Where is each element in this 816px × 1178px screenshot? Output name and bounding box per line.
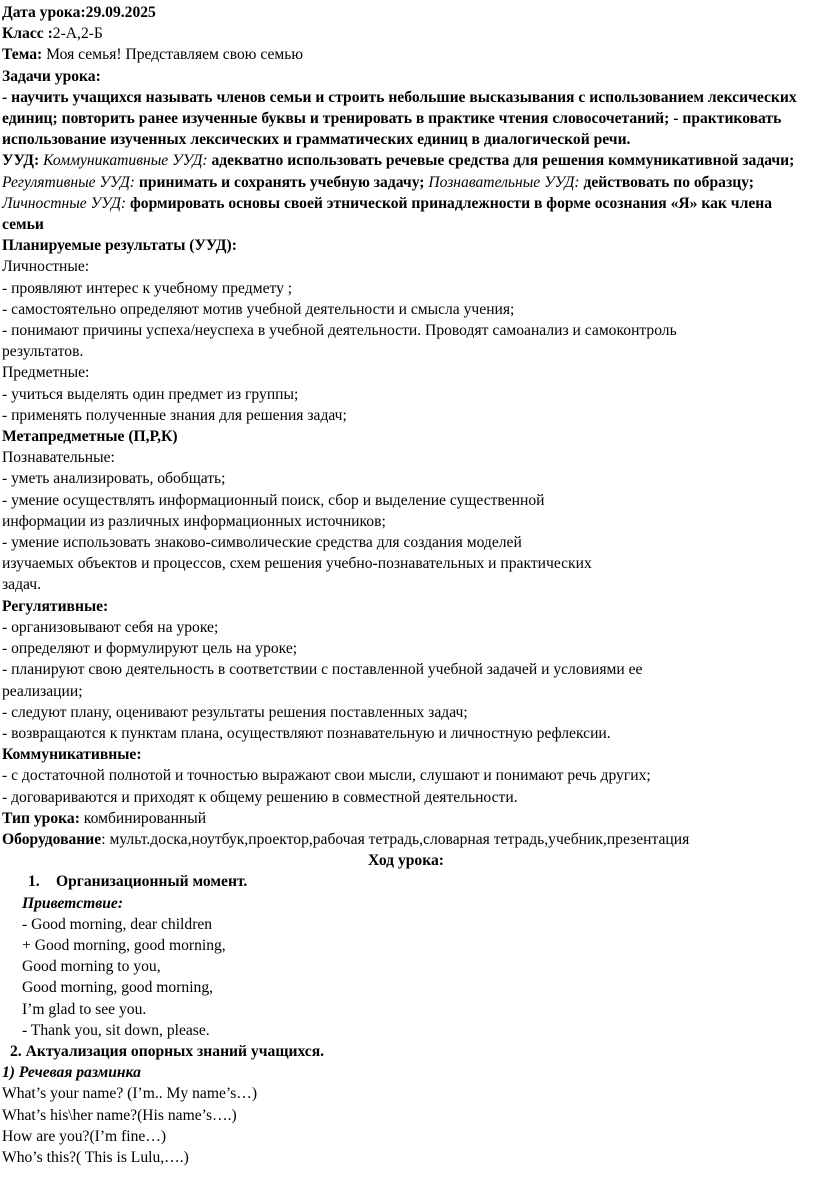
meta-cog-item: - умение использовать знаково-символические средства для создания моделей (2, 534, 522, 552)
uud-reg-text: принимать и сохранять учебную задачу; (134, 173, 429, 191)
personal-item: - самостоятельно определяют мотив учебной деятельности и смысла учения; (2, 300, 515, 318)
uud-cog-text: действовать по образцу; (579, 173, 754, 191)
meta-cog-item: - уметь анализировать, обобщать; (2, 470, 226, 488)
topic-label: Тема: (2, 46, 43, 64)
meta-reg-item: - возвращаются к пунктам плана, осуществляют познавательную и личностную рефлексии. (2, 724, 611, 742)
stage1-number: 1. (28, 873, 40, 891)
warmup-line: How are you?(I’m fine…) (2, 1127, 167, 1145)
personal-item: - проявляют интерес к учебному предмету ; (2, 279, 293, 297)
stage2-title: 2. Актуализация опорных знаний учащихся. (10, 1042, 325, 1060)
meta-reg-item: - следуют плану, оценивают результаты решения поставленных задач; (2, 703, 468, 721)
meta-cog-label: Познавательные: (2, 449, 115, 467)
subject-label: Предметные: (2, 364, 90, 382)
meta-cog-item: задач. (2, 576, 42, 594)
lesson-progress-heading: Ход урока: (368, 852, 444, 870)
equipment-value: : мульт.доска,ноутбук,проектор,рабочая тетрадь,словарная тетрадь,учебник,презентация (101, 830, 690, 848)
greeting-line: - Good morning, dear children (22, 915, 213, 933)
date-line (2, 2, 810, 23)
equipment-line (2, 829, 810, 850)
uud-reg-label: Регулятивные УУД: (2, 173, 135, 191)
meta-reg-item: - организовывают себя на уроке; (2, 618, 219, 636)
class-label: Класс : (2, 25, 53, 43)
meta-cog-item: изучаемых объектов и процессов, схем решения учебно-познавательных и практических (2, 555, 592, 573)
meta-reg-label: Регулятивные: (2, 597, 109, 615)
meta-comm-label: Коммуникативные: (2, 746, 142, 764)
warmup-line: What’s your name? (I’m.. My name’s…) (2, 1085, 258, 1103)
greeting-line: I’m glad to see you. (22, 1000, 147, 1018)
personal-item: результатов. (2, 343, 84, 361)
meta-reg-item: - планируют свою деятельность в соответствии с поставленной учебной задачей и условиями ее (2, 661, 643, 679)
uud-pers-text: формировать основы своей этнической принадлежности в форме осознания «Я» как члена семьи (2, 194, 773, 234)
greeting-line: + Good morning, good morning, (22, 936, 226, 954)
meta-comm-item: - с достаточной полнотой и точностью выражают свои мысли, слушают и понимают речь других; (2, 767, 651, 785)
topic-value: Моя семья! Представляем свою семью (42, 46, 303, 64)
subject-item: - учиться выделять один предмет из группы; (2, 385, 299, 403)
uud-paragraph (2, 150, 810, 235)
warmup-line: Who’s this?( This is Lulu,….) (2, 1148, 189, 1166)
results-heading: Планируемые результаты (УУД): (2, 237, 237, 255)
lesson-type-label: Тип урока: (2, 809, 80, 827)
greeting-line: Good morning to you, (22, 958, 161, 976)
date-value: 29.09.2025 (85, 4, 156, 21)
tasks-heading: Задачи урока: (2, 67, 101, 85)
meta-reg-item: реализации; (2, 682, 83, 700)
date-label: Дата урока: (2, 4, 86, 21)
warmup-line: What’s his\her name?(His name’s….) (2, 1106, 237, 1124)
warmup-label: 1) Речевая разминка (2, 1064, 141, 1082)
stage1-title (2, 871, 810, 892)
lesson-type-line (2, 808, 810, 829)
uud-comm-text: адекватно использовать речевые средства для решения коммуникативной задачи; (207, 152, 795, 170)
meta-cog-item: - умение осуществлять информационный поиск, сбор и выделение существенной (2, 491, 545, 509)
class-line (2, 23, 810, 44)
uud-pers-label: Личностные УУД: (2, 194, 127, 212)
meta-heading: Метапредметные (П,Р,К) (2, 428, 178, 446)
lesson-type-value: комбинированный (79, 809, 207, 827)
uud-label: УУД: (2, 152, 40, 170)
greeting-line: - Thank you, sit down, please. (22, 1021, 210, 1039)
class-value: 2-А,2-Б (52, 25, 103, 43)
meta-cog-item: информации из различных информационных источников; (2, 512, 386, 530)
topic-line (2, 44, 810, 65)
meta-reg-item: - определяют и формулируют цель на уроке; (2, 640, 298, 658)
personal-item: - понимают причины успеха/неуспеха в учебной деятельности. Проводят самоанализ и самоконтроль (2, 322, 677, 340)
tasks-text: - научить учащихся называть членов семьи и строить небольшие высказывания с использованием лексических единиц; повторить ранее изученные буквы и тренировать в практике чтения словосочетаний; - практиковать использование изученных лексических и грамматических единиц в диалогической речи. (2, 88, 797, 149)
subject-item: - применять полученные знания для решения задач; (2, 406, 347, 424)
greeting-label: Приветствие: (22, 894, 124, 912)
meta-comm-item: - договариваются и приходят к общему решению в совместной деятельности. (2, 788, 518, 806)
uud-cog-label: Познавательные УУД: (428, 173, 580, 191)
personal-label: Личностные: (2, 258, 90, 276)
greeting-line: Good morning, good morning, (22, 979, 214, 997)
stage1-title-text: Организационный момент. (56, 873, 248, 891)
uud-comm-label: Коммуникативные УУД: (43, 152, 208, 170)
equipment-label: Оборудование (2, 830, 102, 848)
